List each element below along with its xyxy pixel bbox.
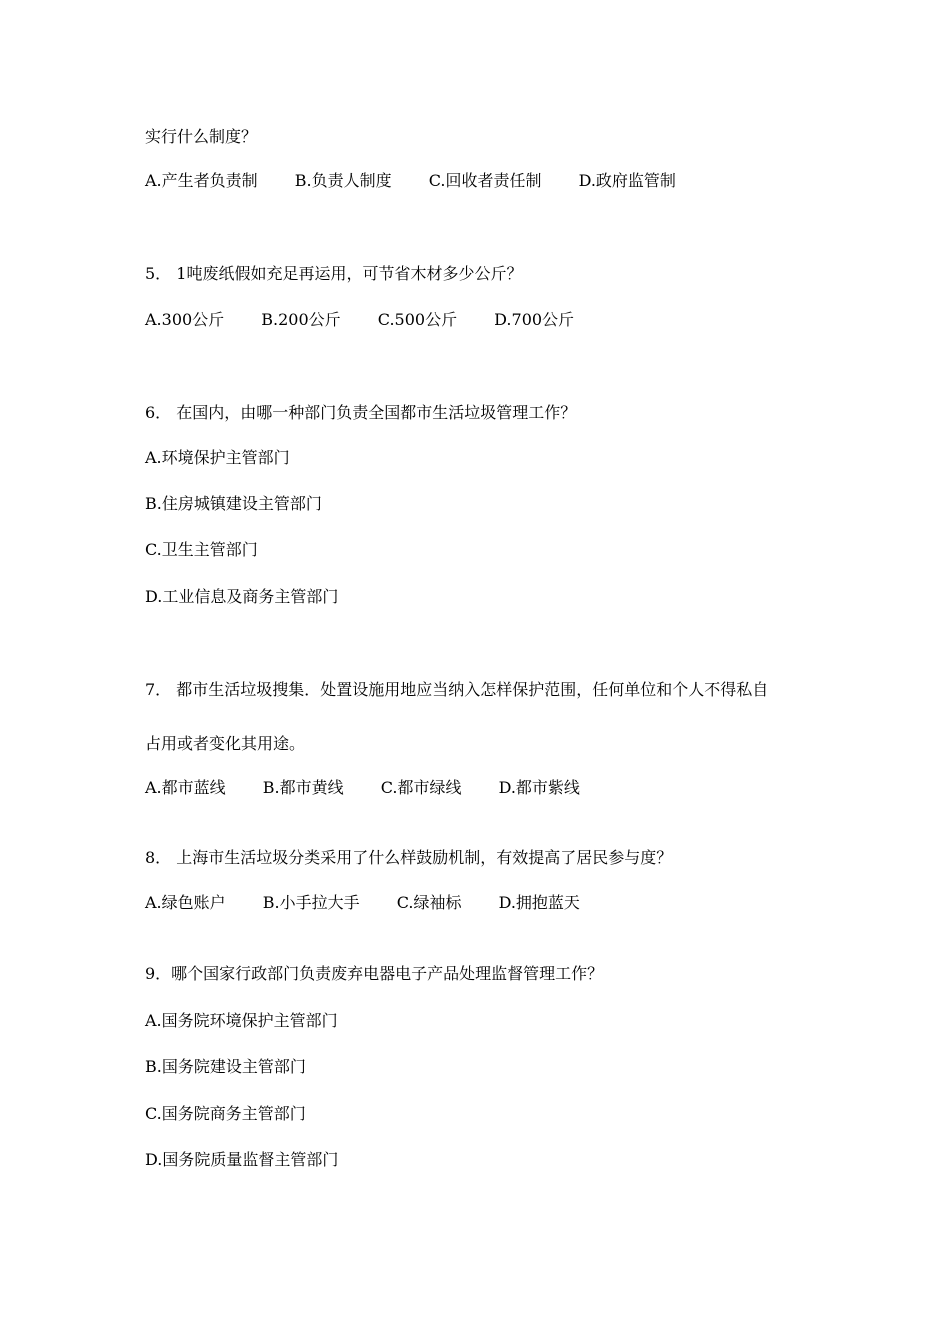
q5-option-d: D.700公斤 — [494, 310, 575, 329]
q7-options — [145, 778, 580, 798]
q4-option-a: A.产生者负责制 — [145, 171, 258, 190]
q4-option-c: C.回收者责任制 — [428, 171, 542, 190]
q9-option-d: D.国务院质量监督主管部门 — [145, 1150, 339, 1169]
q7-option-c: C.都市绿线 — [380, 778, 462, 797]
q4-option-d: D.政府监管制 — [578, 171, 676, 190]
q5-option-a: A.300公斤 — [145, 310, 225, 329]
q5-question: 5． 1吨废纸假如充足再运用，可节省木材多少公斤？ — [145, 264, 523, 283]
q7-option-a: A.都市蓝线 — [145, 778, 226, 797]
q5-option-b: B.200公斤 — [261, 310, 341, 329]
q7-question-line1: 7． 都市生活垃圾搜集．处置设施用地应当纳入怎样保护范围，任何单位和个人不得私自 — [145, 680, 769, 699]
q6-option-a: A.环境保护主管部门 — [145, 448, 290, 467]
q9-option-c: C.国务院商务主管部门 — [145, 1104, 306, 1123]
q7-question-line2: 占用或者变化其用途。 — [145, 734, 306, 753]
q8-options — [145, 893, 580, 913]
q9-option-a: A.国务院环境保护主管部门 — [145, 1011, 338, 1030]
q5-option-c: C.500公斤 — [377, 310, 458, 329]
q9-question: 9．哪个国家行政部门负责废弃电器电子产品处理监督管理工作？ — [145, 964, 604, 983]
q8-option-a: A.绿色账户 — [145, 893, 226, 912]
q4-option-b: B.负责人制度 — [294, 171, 392, 190]
q4-question-continuation: 实行什么制度？ — [145, 127, 258, 146]
q6-question: 6． 在国内，由哪一种部门负责全国都市生活垃圾管理工作？ — [145, 403, 577, 422]
q4-options — [145, 171, 676, 191]
q6-option-b: B.住房城镇建设主管部门 — [145, 494, 322, 513]
q9-option-b: B.国务院建设主管部门 — [145, 1057, 306, 1076]
q7-option-d: D.都市紫线 — [498, 778, 580, 797]
q6-option-c: C.卫生主管部门 — [145, 540, 258, 559]
q6-option-d: D.工业信息及商务主管部门 — [145, 587, 339, 606]
q5-options — [145, 310, 574, 330]
q7-option-b: B.都市黄线 — [262, 778, 344, 797]
q8-option-c: C.绿袖标 — [396, 893, 462, 912]
q8-question: 8． 上海市生活垃圾分类采用了什么样鼓励机制，有效提高了居民参与度？ — [145, 848, 673, 867]
q8-option-d: D.拥抱蓝天 — [498, 893, 580, 912]
q8-option-b: B.小手拉大手 — [262, 893, 360, 912]
